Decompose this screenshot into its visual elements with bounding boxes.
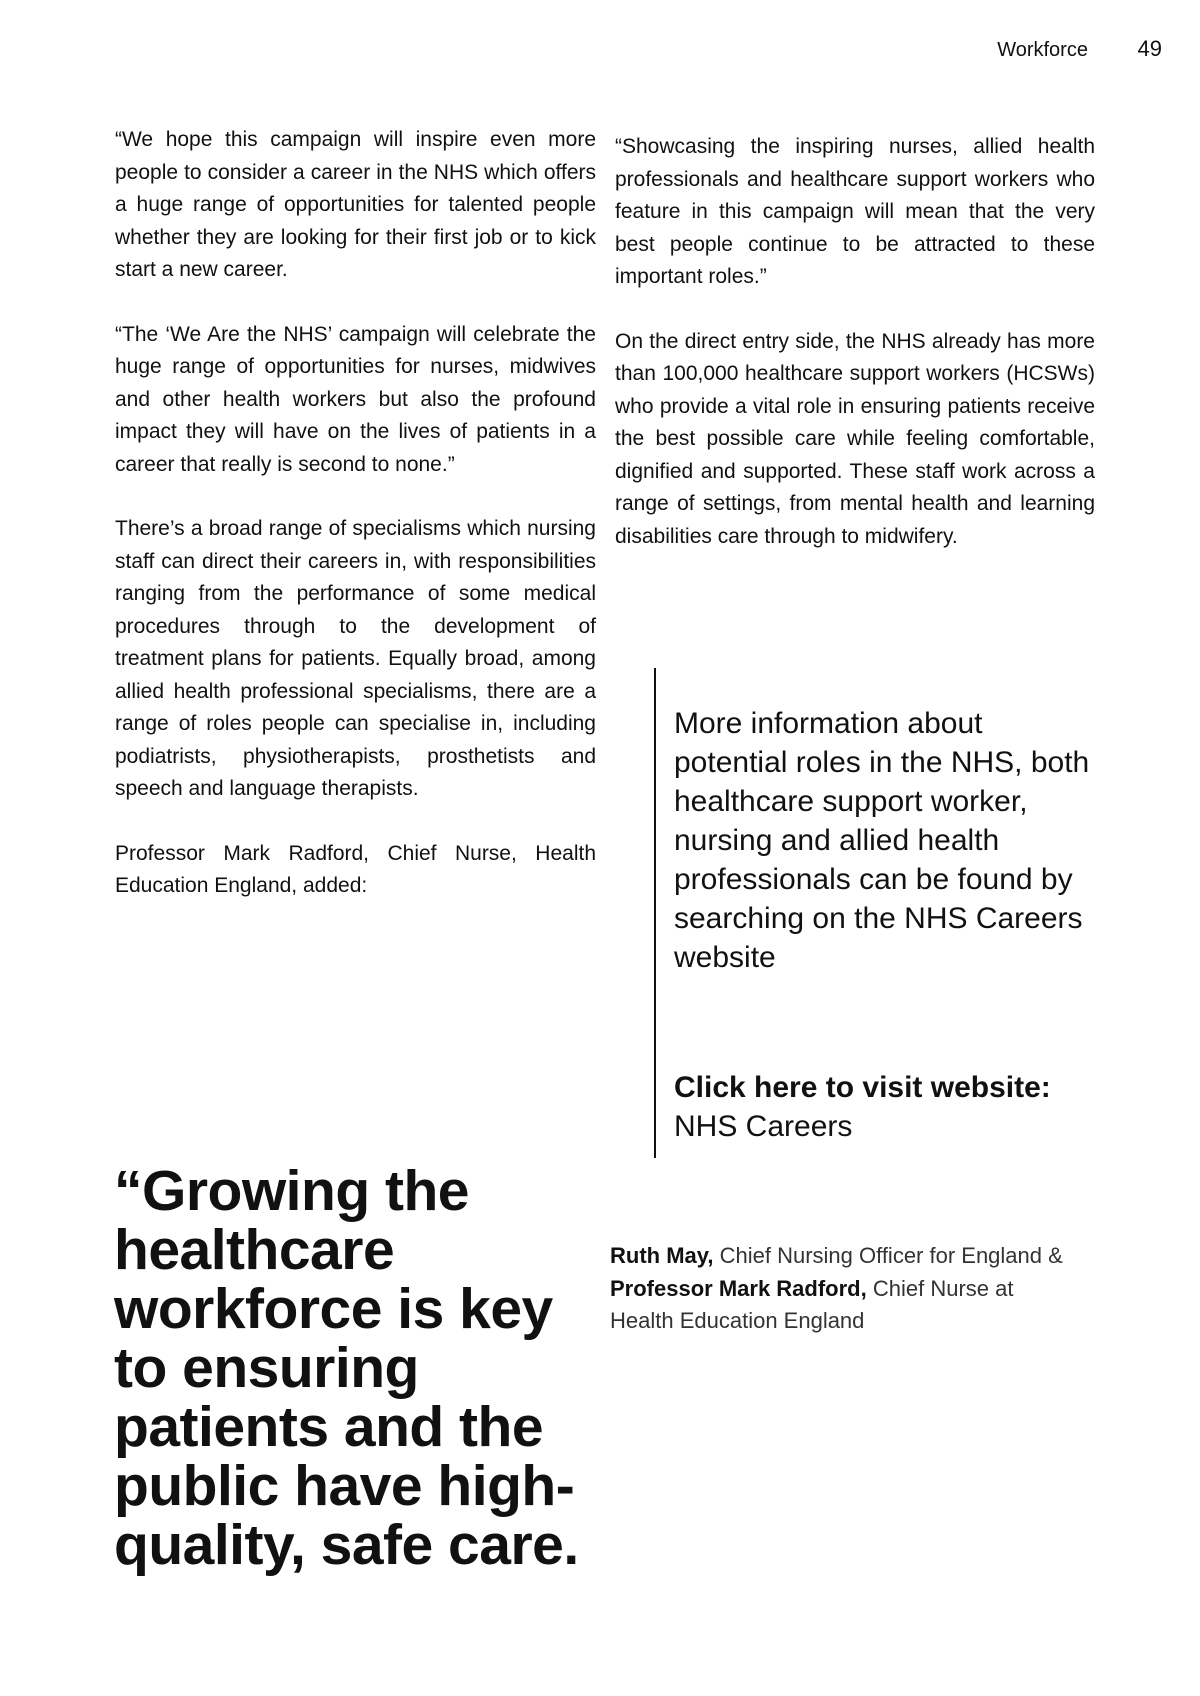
info-text: More information about potential roles in the NHS, both healthcare support worker, nursing and allied health professionals can be found by searching on the NHS Careers website <box>674 707 1090 974</box>
info-callout-box <box>654 668 1094 1158</box>
paragraph: “We hope this campaign will inspire even more people to consider a career in the NHS which offers a huge range of opportunities for talented people whether they are looking for their first job or to kick start a new career. <box>115 128 596 281</box>
link-label[interactable]: Click here to visit website: <box>674 1071 1051 1104</box>
nhs-careers-link[interactable]: NHS Careers <box>674 1110 853 1143</box>
paragraph: “The ‘We Are the NHS’ campaign will celebrate the huge range of opportunities for nurses, midwives and other health workers but also the profound impact they will have on the lives of patients in a career that really is second to none.” <box>115 322 596 476</box>
left-column <box>115 124 596 935</box>
paragraph: There’s a broad range of specialisms which nursing staff can direct their careers in, with responsibilities ranging from the performance of some medical procedures through to the development of treatment plans for patients. Equally broad, among allied health professional specialisms, there are a range of roles people can specialise in, including podiatrists, physiotherapists, prosthetists and speech and language therapists. <box>115 517 596 800</box>
attribution-role-1: Chief Nursing Officer for England & <box>713 1243 1063 1268</box>
attribution-name-2: Professor Mark Radford, <box>610 1275 867 1301</box>
running-header <box>997 36 1162 62</box>
paragraph: Professor Mark Radford, Chief Nurse, Health Education England, added: <box>115 841 596 897</box>
pull-quote: “Growing the healthcare workforce is key to ensuring patients and the public have high-quality, safe care. <box>114 1159 579 1577</box>
paragraph: “Showcasing the inspiring nurses, allied health professionals and healthcare support workers who feature in this campaign will mean that the very best people continue to be attracted to these important roles.” <box>615 135 1095 288</box>
attribution-name-1: Ruth May, <box>610 1243 714 1268</box>
section-title: Workforce <box>997 39 1088 61</box>
attribution-role-2: Chief Nurse at Health Education England <box>610 1275 1014 1333</box>
website-link-block[interactable] <box>674 1068 1051 1146</box>
paragraph: On the direct entry side, the NHS already has more than 100,000 healthcare support workers (HCSWs) who provide a vital role in ensuring patients receive the best possible care while feeling comfortable, dignified and supported. These staff work across a range of settings, from mental health and learning disabilities care through to midwifery. <box>615 329 1095 548</box>
quote-attribution <box>610 1240 1080 1338</box>
right-column <box>615 131 1095 585</box>
page-number: 49 <box>1137 36 1162 61</box>
